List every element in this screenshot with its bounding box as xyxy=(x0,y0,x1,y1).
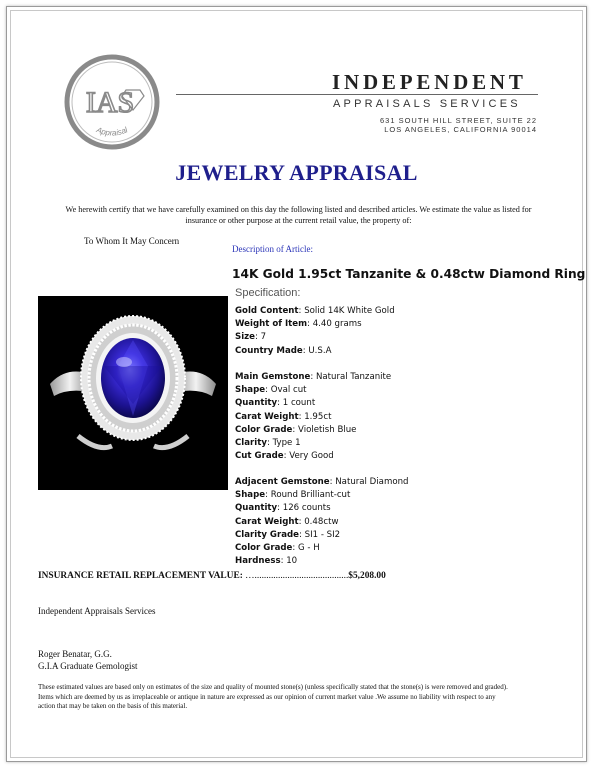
spec-label: Color Grade xyxy=(235,424,293,435)
description-label: Description of Article: xyxy=(232,244,313,254)
header-divider xyxy=(176,94,538,95)
signer-title: G.I.A Graduate Gemologist xyxy=(38,661,138,671)
spec-row-adjacent-gemstone: Adjacent Gemstone: Natural Diamond xyxy=(235,477,409,487)
spec-label: Adjacent Gemstone xyxy=(235,477,330,487)
spec-value: 126 counts xyxy=(282,503,331,514)
spec-label: Hardness xyxy=(235,556,281,567)
spec-value: SI1 - SI2 xyxy=(304,529,341,540)
spec-value: Violetish Blue xyxy=(298,424,357,435)
spec-row-size: Size: 7 xyxy=(235,332,267,343)
spec-row-hardness: Hardness: 10 xyxy=(235,556,298,567)
main-gemstone-specs xyxy=(235,371,391,463)
spec-label: Gold Content xyxy=(235,306,299,316)
spec-value: 4.40 grams xyxy=(312,319,362,330)
spec-value: 7 xyxy=(260,332,267,343)
ias-logo-graphic xyxy=(64,54,160,150)
spec-label: Quantity xyxy=(235,503,278,514)
adjacent-gemstone-specs xyxy=(235,476,408,568)
svg-text:Appraisal xyxy=(94,125,129,138)
spec-row-shape: Shape: Oval cut xyxy=(235,385,307,396)
spec-value: Round Brilliant-cut xyxy=(270,490,351,501)
spec-row-gold-content: Gold Content: Solid 14K White Gold xyxy=(235,306,395,316)
item-title: 14K Gold 1.95ct Tanzanite & 0.48ctw Diamond Ring xyxy=(232,267,586,281)
spec-row-weight: Weight of Item: 4.40 grams xyxy=(235,319,362,330)
spec-row-carat-weight: Carat Weight: 1.95ct xyxy=(235,411,332,422)
spec-value: Solid 14K White Gold xyxy=(304,306,395,316)
company-name: INDEPENDENT xyxy=(332,70,527,94)
spec-row-quantity: Quantity: 1 count xyxy=(235,398,316,409)
document-title: JEWELRY APPRAISAL xyxy=(175,160,418,185)
company-subtitle: APPRAISALS SERVICES xyxy=(333,98,521,110)
spec-label: Clarity Grade xyxy=(235,529,300,540)
spec-row-clarity: Clarity: Type 1 xyxy=(235,437,301,448)
company-address-line2: LOS ANGELES, CALIFORNIA 90014 xyxy=(384,125,537,134)
spec-row-color-grade: Color Grade: G - H xyxy=(235,542,320,553)
spec-row-main-gemstone: Main Gemstone: Natural Tanzanite xyxy=(235,372,392,382)
ring-photo-graphic xyxy=(38,296,228,490)
spec-value: Very Good xyxy=(289,451,334,462)
ring-photo xyxy=(38,296,228,490)
spec-row-cut-grade: Cut Grade: Very Good xyxy=(235,451,334,462)
signer-name: Roger Benatar, G.G. xyxy=(38,649,112,659)
property-owner: To Whom It May Concern xyxy=(84,236,180,246)
spec-row-clarity-grade: Clarity Grade: SI1 - SI2 xyxy=(235,529,341,540)
insurance-value-amount: $5,208.00 xyxy=(348,571,386,581)
leader-dots: …........................................ xyxy=(245,571,349,581)
spec-value: G - H xyxy=(298,542,320,553)
spec-value: Natural Diamond xyxy=(335,477,409,487)
spec-value: 10 xyxy=(286,556,298,567)
spec-value: 0.48ctw xyxy=(304,516,339,527)
logo-ring-text: Appraisal xyxy=(95,125,129,138)
spec-label: Quantity xyxy=(235,398,278,409)
specification-label: Specification: xyxy=(235,287,301,299)
insurance-value-line xyxy=(38,571,386,581)
spec-value: Type 1 xyxy=(272,437,301,448)
insurance-value-label: INSURANCE RETAIL REPLACEMENT VALUE: xyxy=(38,571,243,581)
spec-label: Clarity xyxy=(235,437,267,448)
spec-value: Oval cut xyxy=(270,385,307,396)
spec-row-country: Country Made: U.S.A xyxy=(235,345,332,356)
ias-logo xyxy=(64,54,160,150)
spec-value: Natural Tanzanite xyxy=(315,372,392,382)
footer-company: Independent Appraisals Services xyxy=(38,606,156,616)
gold-specs xyxy=(235,305,395,358)
certification-statement: We herewith certify that we have carefully examined on this day the following listed and described articles. We estimate the value as listed for insurance or other purpose at the current retail value, the property of: xyxy=(65,205,532,225)
spec-label: Cut Grade xyxy=(235,451,284,462)
spec-label: Carat Weight xyxy=(235,411,299,422)
spec-row-carat-weight: Carat Weight: 0.48ctw xyxy=(235,516,339,527)
spec-label: Color Grade xyxy=(235,542,293,553)
spec-value: 1 count xyxy=(282,398,316,409)
spec-label: Country Made xyxy=(235,345,303,356)
spec-label: Size xyxy=(235,332,255,343)
spec-value: U.S.A xyxy=(308,345,332,356)
spec-value: 1.95ct xyxy=(304,411,332,422)
spec-label: Weight of Item xyxy=(235,319,308,330)
logo-monogram: IAS xyxy=(85,86,135,119)
disclaimer: These estimated values are based only on estimates of the size and quality of mounted stone(s) (unless specifically stated that the stone(s) is were removed and graded). Items which are deemed by us as irreplaceable or antique in nature are expressed as our opinion of current market value .We assume no liability with respect to any action that may be taken on the basis of this material. xyxy=(38,683,508,711)
company-address-line1: 631 SOUTH HILL STREET, SUITE 22 xyxy=(379,116,537,125)
spec-row-color-grade: Color Grade: Violetish Blue xyxy=(235,424,357,435)
spec-label: Shape xyxy=(235,490,266,501)
spec-row-quantity: Quantity: 126 counts xyxy=(235,503,331,514)
spec-label: Shape xyxy=(235,385,266,396)
spec-row-shape: Shape: Round Brilliant-cut xyxy=(235,490,351,501)
spec-label: Carat Weight xyxy=(235,516,299,527)
spec-label: Main Gemstone xyxy=(235,372,311,382)
